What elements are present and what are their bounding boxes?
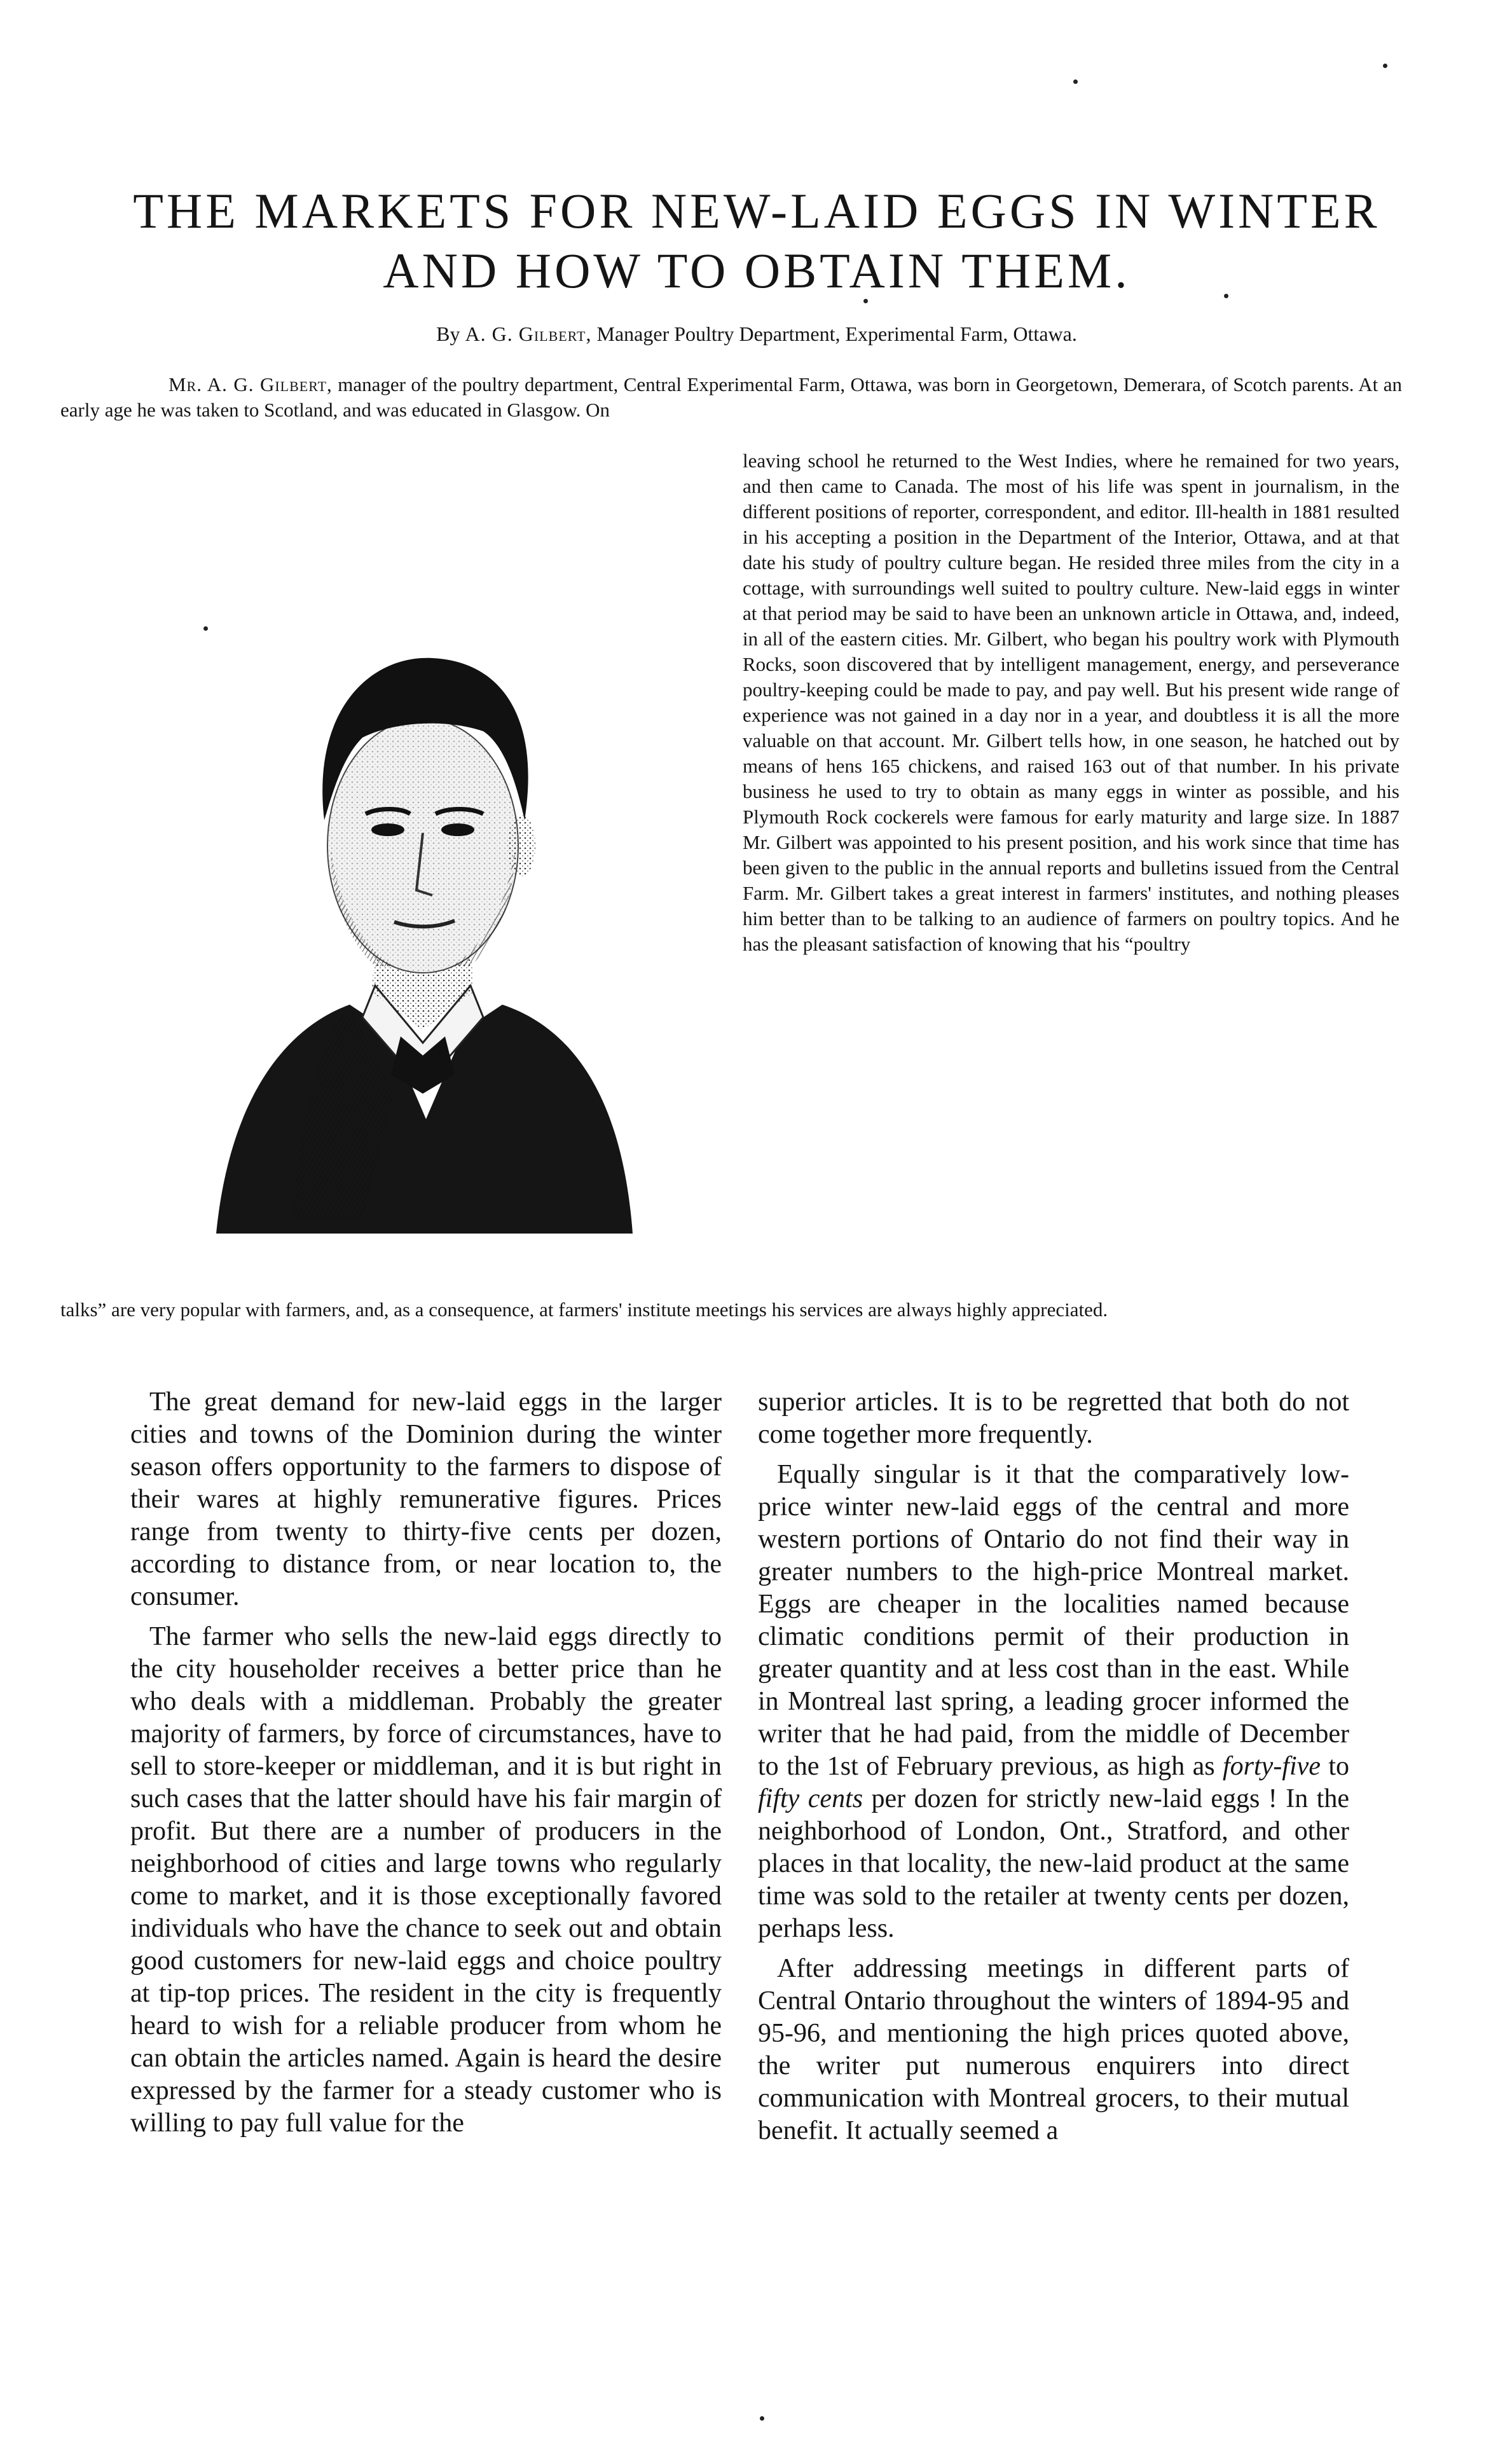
scan-speck [1383, 64, 1387, 68]
bio-intro [60, 372, 1402, 423]
article-title: THE MARKETS FOR NEW-LAID EGGS IN WINTER AND HOW TO OBTAIN THEM. [133, 183, 1380, 298]
body-column-right [758, 1386, 1349, 2155]
bio-conclusion: talks” are very popular with farmers, and, as a consequence, at farmers' institute meetings his services are always highly appreciated. [60, 1298, 1108, 1321]
byline [95, 321, 1418, 347]
bio-lead-name: Mr. A. G. Gilbert, [168, 373, 333, 395]
paragraph-text: per dozen for strictly new-laid eggs ! In the neighborhood of London, Ont., Stratford, and other places in that locality, the new-laid product at the same time was sold to the retailer at twenty cents per dozen, perhaps less. [758, 1784, 1349, 1943]
emphasis-price-low: forty-five [1222, 1752, 1321, 1781]
scan-speck [203, 626, 208, 631]
bio-body: leaving school he returned to the West Indies, where he remained for two years, and then came to Canada. The most of his life was spent in journalism, in the different positions of reporter, correspondent, and editor. Ill-health in 1881 resulted in his accepting a position in the Department of the Interior, Ottawa, and at that date his study of poultry culture began. He resided three miles from the city in a cottage, with surroundings well suited to poultry culture. New-laid eggs in winter at that period may be said to have been an unknown article in Ottawa, and, indeed, in all of the eastern cities. Mr. Gilbert, who began his poultry work with Plymouth Rocks, soon discovered that by intelligent management, energy, and perseverance poultry-keeping could be made to pay, and pay well. But his present wide range of experience was not gained in a day nor in a year, and doubtless it is all the more valuable on that account. Mr. Gilbert tells how, in one season, he hatched out by means of hens 165 chickens, and raised 163 out of that number. In his private business he used to try to obtain as many eggs in winter as possible, and his Plymouth Rock cockerels were famous for early maturity and large size. In 1887 Mr. Gilbert was appointed to his present position, and his work since that time has been given to the public in the annual reports and bulletins issued from the Central Farm. Mr. Gilbert takes a great interest in farmers' institutes, and nothing pleases him better than to be talking to an audience of farmers on poultry topics. And he has the pleasant satisfaction of knowing that his “poultry [743, 450, 1399, 955]
author-portrait [203, 547, 642, 1278]
bio-top-text: manager of the poultry department, Central Experimental Farm, Ottawa, was born in Georgetown, Demerara, of Scotch parents. At an early age he was taken to Scotland, and was educated in Glasgow. On [60, 373, 1402, 421]
body-paragraph: The great demand for new-laid eggs in the larger cities and towns of the Dominion during the winter season offers opportunity to the farmers to dispose of their wares at highly remunerative figures. Prices range from twenty to thirty-five cents per dozen, according to distance from, or near location to, the consumer. [130, 1387, 722, 1611]
author-role: Manager Poultry Department, Experimental Farm, Ottawa. [596, 322, 1077, 345]
paragraph-text: Equally singular is it that the comparatively low-price winter new-laid eggs of the central and more western portions of Ontario do not find their way in greater numbers to the high-price Montreal market. Eggs are cheaper in the localities named because climatic conditions permit of their production in greater quantity and at less cost than in the east. While in Montreal last spring, a leading grocer informed the writer that he had paid, from the middle of December to the 1st of February previous, as high as [758, 1460, 1349, 1781]
byline-prefix: By [436, 322, 460, 345]
body-paragraph: The farmer who sells the new-laid eggs directly to the city householder receives a better price than he who deals with a middleman. Probably the greater majority of farmers, by force of circumstances, have to sell to store-keeper or middleman, and it is but right in such cases that the latter should have his fair margin of profit. But there are a number of producers in the neighborhood of cities and large towns who regularly come to market, and it is those exceptionally favored individuals who have the chance to seek out and obtain good customers for new-laid eggs and choice poultry at tip-top prices. The resident in the city is frequently heard to wish for a reliable producer from whom he can obtain the articles named. Again is heard the desire expressed by the farmer for a steady customer who is willing to pay full value for the [130, 1622, 722, 2138]
emphasis-price-high: fifty cents [758, 1784, 863, 1813]
body-paragraph: After addressing meetings in different parts of Central Ontario throughout the winters of 1894-95 and 95-96, and mentioning the high prices quoted above, the writer put numerous enquirers into direct communication with Montreal grocers, to their mutual benefit. It actually seemed a [758, 1954, 1349, 2145]
scan-speck [863, 299, 868, 303]
body-paragraph: superior articles. It is to be regretted that both do not come together more frequently. [758, 1387, 1349, 1449]
scan-speck [760, 2416, 764, 2421]
paragraph-connector: to [1320, 1752, 1349, 1781]
scan-speck [1073, 79, 1078, 84]
author-name: A. G. Gilbert, [465, 322, 592, 345]
scan-speck [1224, 294, 1228, 298]
body-paragraph [758, 1459, 1349, 1945]
body-column-left [130, 1386, 722, 2147]
